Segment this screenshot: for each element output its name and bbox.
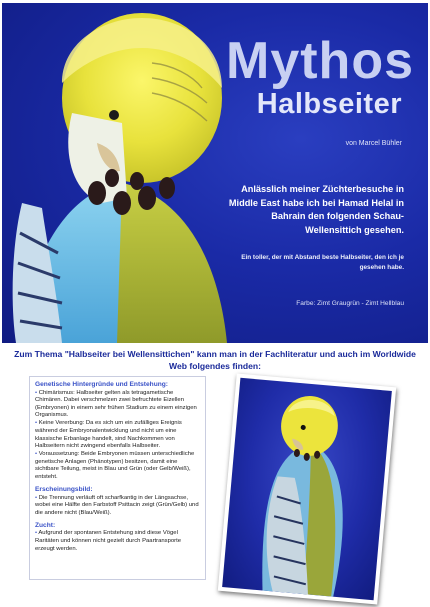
bullet-icon: • <box>35 451 38 458</box>
intro-text: Anlässlich meiner Züchterbesuche in Middle East habe ich bei Hamad Helal in Bahrain den folgenden Schau-Wellensittich gesehen. <box>228 184 404 235</box>
author-credit: von Marcel Bühler <box>345 140 402 147</box>
section-headline: Zum Thema "Halbseiter bei Wellensittichen" kann man in der Fachliteratur und auch im Worldwide Web folgendes finden: <box>14 349 416 371</box>
title-line-1: Mythos <box>226 32 414 90</box>
list-item <box>35 390 200 420</box>
section-title-breeding: Zucht: <box>35 521 56 529</box>
section-title-appearance: Erscheinungsbild: <box>35 486 93 494</box>
quote-text: Ein toller, der mit Abstand beste Halbseiter, den ich je gesehen habe. <box>241 254 404 271</box>
budgie-side-photo <box>222 378 392 600</box>
bullet-icon: • <box>35 494 38 501</box>
list-item-text: Aufgrund der spontanen Entstehung sind diese Vögel Raritäten und können nicht gezielt durch Paartransporte erzeugt werden. <box>35 530 182 552</box>
list-item <box>35 420 200 450</box>
list-item <box>35 495 200 518</box>
list-item-text: Die Trennung verläuft oft scharfkantig in der Längsachse, wobei eine Hälfte den Farbstoff Psittacin zeigt (Grün/Gelb) und die andere nicht (Blau/Weiß). <box>35 494 199 516</box>
budgie-photo-frame <box>218 373 396 604</box>
list-item-text: Voraussetzung: Beide Embryonen müssen unterschiedliche genetische Anlagen (Phänotypen) besitzen, damit eine sichtbare Teilung, meist in Blau und Grün (oder Gelb/Weiß), entsteht. <box>35 451 195 481</box>
color-note: Farbe: Zimt Graugrün - Zimt Hellblau <box>296 300 404 307</box>
list-item-text: Chimärismus: Halbseiter gelten als tetragametische Chimären. Dabei verschmelzen zwei befruchtete Eizellen (Embryonen) in einem sehr frühen Stadium zu einem einzigen Organismus. <box>35 389 197 419</box>
hero-section <box>2 3 428 343</box>
title-line-2: Halbseiter <box>256 88 402 120</box>
list-item <box>35 451 200 481</box>
bullet-icon: • <box>35 420 38 427</box>
bullet-icon: • <box>35 389 38 396</box>
budgie-photo-2 <box>222 378 392 600</box>
bullet-icon: • <box>35 530 38 537</box>
info-box <box>29 376 206 580</box>
list-item-text: Keine Vererbung: Da es sich um ein zufälliges Ereignis während der Embryonalentwicklung und nicht um eine klassische Erbanlage handelt, sind Nachkommen von Halbseitern nicht zwingend ebenfalls Halbseiter. <box>35 420 182 450</box>
budgie-photo <box>2 3 252 343</box>
section-title-genetics: Genetische Hintergründe und Entstehung: <box>35 381 168 388</box>
list-item <box>35 530 200 553</box>
